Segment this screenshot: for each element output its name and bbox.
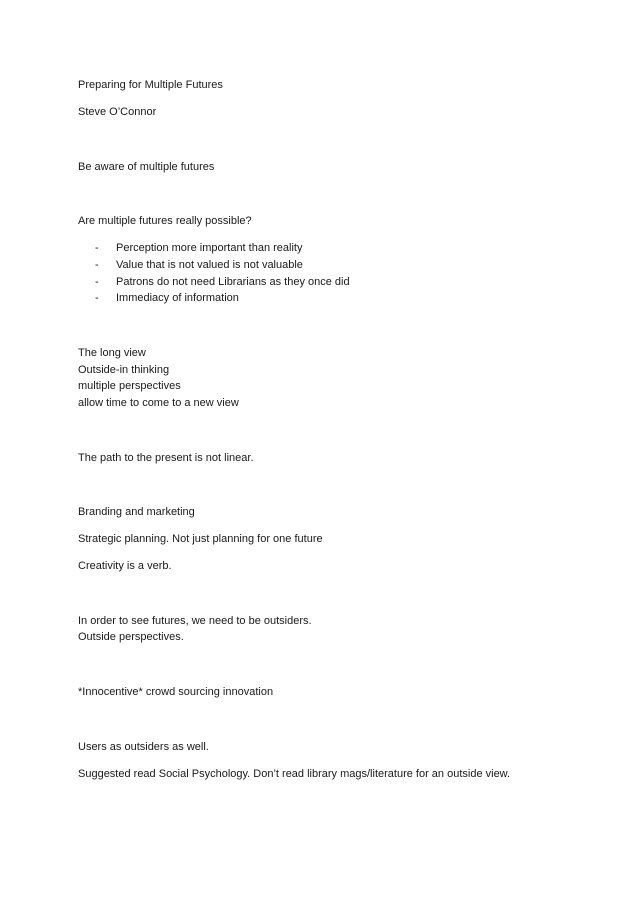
document-author: Steve O’Connor — [78, 106, 157, 118]
long-view-line: allow time to come to a new view — [78, 397, 239, 409]
bullet-dash: - — [95, 242, 99, 254]
list-item — [95, 291, 239, 305]
bullet-text: Perception more important than reality — [116, 242, 303, 254]
users-line: Users as outsiders as well. — [78, 741, 209, 753]
bullet-dash: - — [95, 292, 99, 304]
creativity-line: Creativity is a verb. — [78, 560, 172, 572]
bullet-text: Immediacy of information — [116, 292, 239, 304]
list-item — [95, 275, 350, 289]
suggested-read-line: Suggested read Social Psychology. Don’t read library mags/literature for an outside view. — [78, 768, 511, 780]
branding-line: Branding and marketing — [78, 506, 195, 518]
outsiders-line: In order to see futures, we need to be outsiders. — [78, 615, 312, 627]
outsiders-line: Outside perspectives. — [78, 631, 184, 643]
bullet-dash: - — [95, 276, 99, 288]
document-title: Preparing for Multiple Futures — [78, 79, 223, 91]
list-item — [95, 258, 303, 272]
strategic-line: Strategic planning. Not just planning for one future — [78, 533, 323, 545]
long-view-line: multiple perspectives — [78, 380, 181, 392]
long-view-line: The long view — [78, 347, 146, 359]
innocentive-line: *Innocentive* crowd sourcing innovation — [78, 686, 274, 698]
bullet-text: Patrons do not need Librarians as they once did — [116, 276, 350, 288]
list-item — [95, 241, 302, 255]
bullet-text: Value that is not valued is not valuable — [116, 259, 303, 271]
heading-aware: Be aware of multiple futures — [78, 161, 215, 173]
long-view-line: Outside-in thinking — [78, 364, 170, 376]
bullet-dash: - — [95, 259, 99, 271]
question-heading: Are multiple futures really possible? — [78, 215, 252, 227]
path-statement: The path to the present is not linear. — [78, 452, 254, 464]
